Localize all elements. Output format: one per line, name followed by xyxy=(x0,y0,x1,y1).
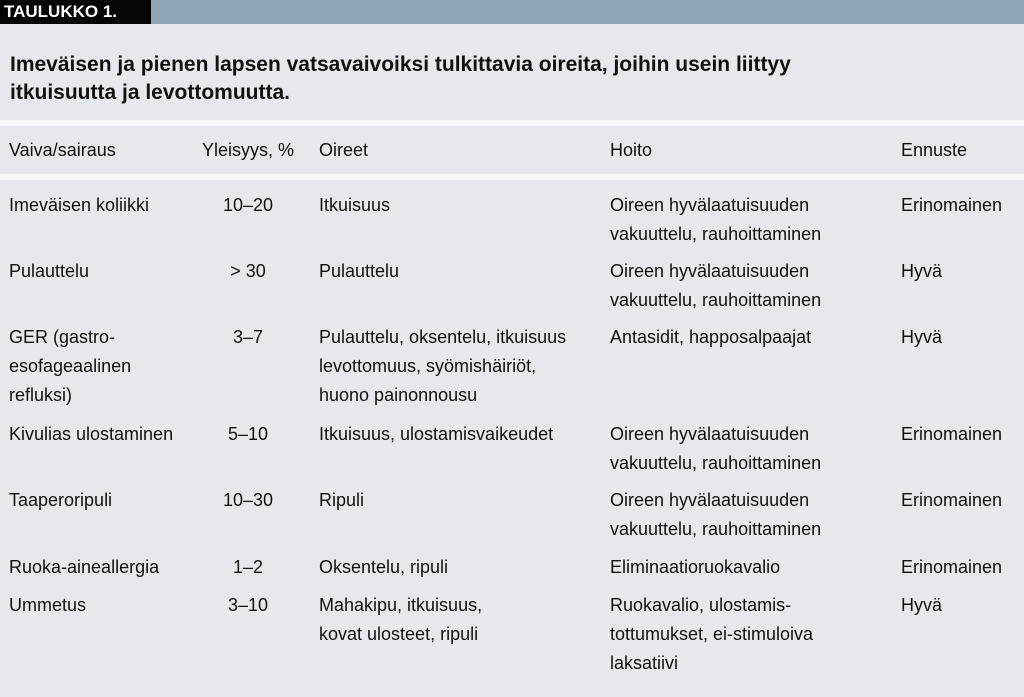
cell-symptoms-line: levottomuus, syömishäiriöt, xyxy=(319,356,537,376)
cell-symptoms xyxy=(319,553,599,582)
cell-condition xyxy=(9,591,194,620)
cell-condition xyxy=(9,257,194,286)
cell-treatment-line: vakuuttelu, rauhoittaminen xyxy=(610,519,822,539)
cell-prognosis: Hyvä xyxy=(901,327,943,347)
cell-treatment xyxy=(610,486,880,544)
cell-treatment-line: Antasidit, happosalpaajat xyxy=(610,327,812,347)
cell-condition-line: Pulauttelu xyxy=(9,261,90,281)
cell-condition xyxy=(9,553,194,582)
cell-treatment-line: Ruokavalio, ulostamis- xyxy=(610,595,792,615)
cell-symptoms-line: Mahakipu, itkuisuus, xyxy=(319,595,483,615)
cell-prevalence: > 30 xyxy=(230,261,266,281)
cell-condition-line: Taaperoripuli xyxy=(9,490,113,510)
header-prevalence: Yleisyys, % xyxy=(201,140,295,160)
cell-condition xyxy=(9,420,194,449)
cell-symptoms-line: Itkuisuus, ulostamisvaikeudet xyxy=(319,424,554,444)
header-treatment: Hoito xyxy=(610,140,653,160)
cell-prognosis: Erinomainen xyxy=(901,490,1003,510)
cell-treatment-line: Oireen hyvälaatuisuuden xyxy=(610,261,810,281)
cell-treatment xyxy=(610,420,880,478)
cell-prevalence: 10–30 xyxy=(222,490,274,510)
header-prognosis: Ennuste xyxy=(901,140,968,160)
table-title-line: Imeväisen ja pienen lapsen vatsavaivoiksi tulkittavia oireita, joihin usein liittyy xyxy=(10,53,791,76)
cell-treatment-line: Oireen hyvälaatuisuuden xyxy=(610,490,810,510)
cell-prognosis: Erinomainen xyxy=(901,557,1003,577)
cell-treatment-line: vakuuttelu, rauhoittaminen xyxy=(610,224,822,244)
cell-condition-line: Ruoka-aineallergia xyxy=(9,557,160,577)
cell-condition-line: esofageaalinen xyxy=(9,356,132,376)
cell-symptoms xyxy=(319,323,599,410)
cell-symptoms-line: kovat ulosteet, ripuli xyxy=(319,624,479,644)
cell-symptoms-line: Ripuli xyxy=(319,490,365,510)
cell-treatment xyxy=(610,553,880,582)
cell-condition-line: Ummetus xyxy=(9,595,87,615)
cell-symptoms xyxy=(319,420,599,449)
cell-condition xyxy=(9,191,194,220)
cell-symptoms-line: Pulauttelu, oksentelu, itkuisuus xyxy=(319,327,567,347)
cell-symptoms-line: Itkuisuus xyxy=(319,195,391,215)
header-bar xyxy=(0,0,1024,24)
cell-condition-line: refluksi) xyxy=(9,385,73,405)
cell-treatment-line: vakuuttelu, rauhoittaminen xyxy=(610,290,822,310)
cell-condition xyxy=(9,486,194,515)
cell-condition-line: Imeväisen koliikki xyxy=(9,195,150,215)
cell-treatment xyxy=(610,257,880,315)
table-title xyxy=(10,51,1000,107)
cell-treatment xyxy=(610,191,880,249)
header-symptoms: Oireet xyxy=(319,140,369,160)
cell-prevalence: 1–2 xyxy=(232,557,264,577)
cell-prevalence: 10–20 xyxy=(222,195,274,215)
cell-treatment-line: tottumukset, ei-stimuloiva xyxy=(610,624,814,644)
cell-symptoms xyxy=(319,486,599,515)
cell-symptoms xyxy=(319,257,599,286)
table-label: TAULUKKO 1. xyxy=(0,0,151,24)
divider xyxy=(0,174,1024,180)
cell-prognosis: Erinomainen xyxy=(901,195,1003,215)
cell-treatment xyxy=(610,591,880,678)
cell-prognosis: Erinomainen xyxy=(901,424,1003,444)
cell-prevalence: 3–7 xyxy=(232,327,264,347)
cell-treatment-line: Eliminaatioruokavalio xyxy=(610,557,781,577)
cell-condition-line: Kivulias ulostaminen xyxy=(9,424,174,444)
cell-symptoms-line: Oksentelu, ripuli xyxy=(319,557,449,577)
cell-treatment-line: laksatiivi xyxy=(610,653,679,673)
header-condition: Vaiva/sairaus xyxy=(9,140,116,160)
cell-prognosis: Hyvä xyxy=(901,595,943,615)
table-title-line: itkuisuutta ja levottomuutta. xyxy=(10,81,291,104)
cell-treatment-line: vakuuttelu, rauhoittaminen xyxy=(610,453,822,473)
cell-treatment-line: Oireen hyvälaatuisuuden xyxy=(610,424,810,444)
cell-treatment xyxy=(610,323,880,352)
cell-condition-line: GER (gastro- xyxy=(9,327,116,347)
cell-treatment-line: Oireen hyvälaatuisuuden xyxy=(610,195,810,215)
cell-prevalence: 3–10 xyxy=(227,595,269,615)
cell-symptoms-line: huono painonnousu xyxy=(319,385,478,405)
cell-symptoms xyxy=(319,191,599,220)
cell-symptoms xyxy=(319,591,599,649)
cell-prognosis: Hyvä xyxy=(901,261,943,281)
cell-symptoms-line: Pulauttelu xyxy=(319,261,400,281)
cell-condition xyxy=(9,323,194,410)
cell-prevalence: 5–10 xyxy=(227,424,269,444)
divider xyxy=(0,120,1024,126)
